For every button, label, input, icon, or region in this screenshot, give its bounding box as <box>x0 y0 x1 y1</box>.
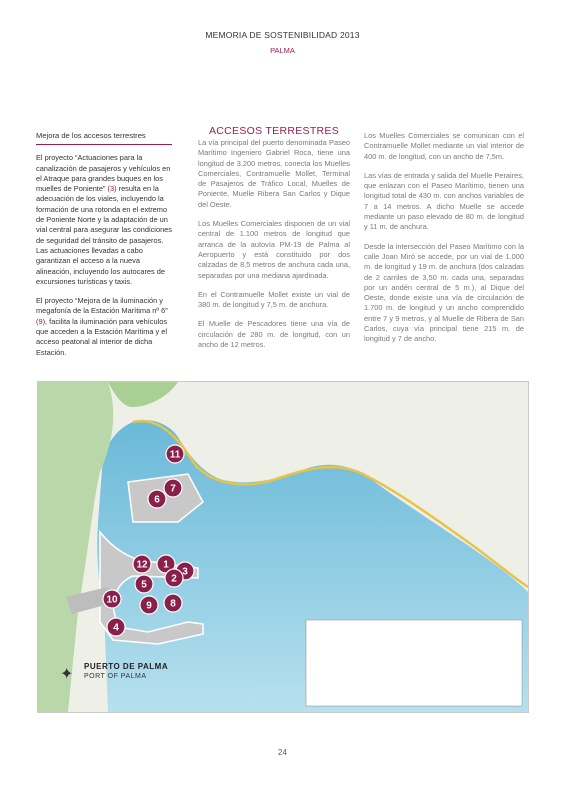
document-header-subtitle: PALMA <box>270 46 295 55</box>
map-marker-label-4: 4 <box>113 622 119 634</box>
sidebar-column <box>36 131 172 367</box>
document-header-title: MEMORIA DE SOSTENIBILIDAD 2013 <box>205 30 360 40</box>
map-marker-label-3: 3 <box>182 566 188 578</box>
sidebar-p2-text-a: El proyecto “Mejora de la iluminación y megafonía de la Estación Marítima nº 6” <box>36 296 168 316</box>
map-marker-label-7: 7 <box>170 483 176 495</box>
sidebar-p2-text-b: , facilita la iluminación para vehículos que acceden a la Estación Marítima y el acceso peatonal al interior de dicha Estación. <box>36 316 168 357</box>
map-marker-label-8: 8 <box>170 598 176 610</box>
main-heading: ACCESOS TERRESTRES <box>208 125 340 137</box>
right-paragraph-3: Desde la intersección del Paseo Marítimo con la calle Joan Miró se accede, por un vial de 1.000 m. de longitud y 19 m. de anchura (dos calzadas de 2 carriles de 3,50 m. cada una, separadas por un andén central de 5 m.), al Dique del Oeste, donde existe una vía de circulación de 1.700 m. de longitud y un ancho comprendido entre 7 y 9 metros, y al Muelle de Ribera de San Carlos, cuya vía principal tiene 215 m. de longitud y 7 de ancho. <box>364 241 524 344</box>
map-marker-label-11: 11 <box>169 449 181 461</box>
map-marker-label-12: 12 <box>136 559 148 571</box>
main-paragraph-3: En el Contramuelle Mollet existe un vial de 380 m. de longitud y 7,5 m. de anchura. <box>198 289 350 310</box>
main-paragraph-4: El Muelle de Pescadores tiene una vía de circulación de 280 m. de longitud, con un ancho de 12 metros. <box>198 319 350 350</box>
sidebar-paragraph-2 <box>36 296 172 358</box>
sidebar-p2-ref: (9) <box>36 316 46 326</box>
map-marker-label-5: 5 <box>141 579 147 591</box>
page-number: 24 <box>278 748 287 757</box>
logo-line-1: PUERTO DE PALMA <box>84 662 169 671</box>
sidebar-p1-text-a: El proyecto “Actuaciones para la canalización de pasajeros y vehículos en el Atraque para grandes buques en los muelles de Poniente” <box>36 153 171 194</box>
sidebar-heading: Mejora de los accesos terrestres <box>36 131 172 145</box>
map-marker-label-1: 1 <box>163 559 169 571</box>
sidebar-p1-ref: (3) <box>107 184 117 194</box>
main-paragraph-2: Los Muelles Comerciales disponen de un vial central de 1.100 metros de longitud que arranca de la autovía PM-19 de Palma al Aeropuerto y está constituido por dos calzadas de 8,5 metros de anchura cada una, separadas por una mediana ajardinada. <box>198 219 350 280</box>
right-paragraph-2: Las vías de entrada y salida del Muelle Peraires, que enlazan con el Paseo Marítimo, tienen una longitud total de 430 m. con anchos variables de 7 a 14 metros. A dicho Muelle se accede mediante un paso elevado de 80 m. de longitud y 11 m. de anchura. <box>364 170 524 232</box>
map-legend-box <box>306 620 522 706</box>
logo-line-2: PORT OF PALMA <box>84 673 147 680</box>
map-marker-label-10: 10 <box>106 594 118 606</box>
sidebar-paragraph-1 <box>36 153 172 287</box>
map-marker-label-9: 9 <box>146 600 152 612</box>
right-paragraph-1: Los Muelles Comerciales se comunican con el Contramuelle Mollet mediante un vial interior de 400 m. de longitud, con un ancho de 7,5m. <box>364 131 524 161</box>
main-paragraph-1: La vía principal del puerto denominada Paseo Marítimo Ingeniero Gabriel Roca, tiene una longitud de 3.200 metros, conecta los Muelles Comerciales, Contramuelle Mollet, Terminal de Pasajeros de Tráfico Local, Muelles de Poniente, Muelle Ribera San Carlos y Dique del Oeste. <box>198 138 350 209</box>
port-map <box>37 381 529 713</box>
main-column <box>198 138 350 359</box>
map-marker-label-2: 2 <box>171 573 177 585</box>
compass-rose-icon: ✦ <box>60 666 74 683</box>
sidebar-p1-text-b: resulta en la adecuación de los viales, incluyendo la formación de una rotonda en el extremo de Poniente Norte y la adaptación de un vial central para asegurar las condiciones de seguridad del tránsito de pasajeros. Las actuaciones llevadas a cabo garantizan el acceso a la nueva alineación, incluyendo los autocares de excursiones turísticas y taxis. <box>36 184 172 286</box>
map-marker-label-6: 6 <box>154 494 160 506</box>
right-column <box>364 131 524 354</box>
